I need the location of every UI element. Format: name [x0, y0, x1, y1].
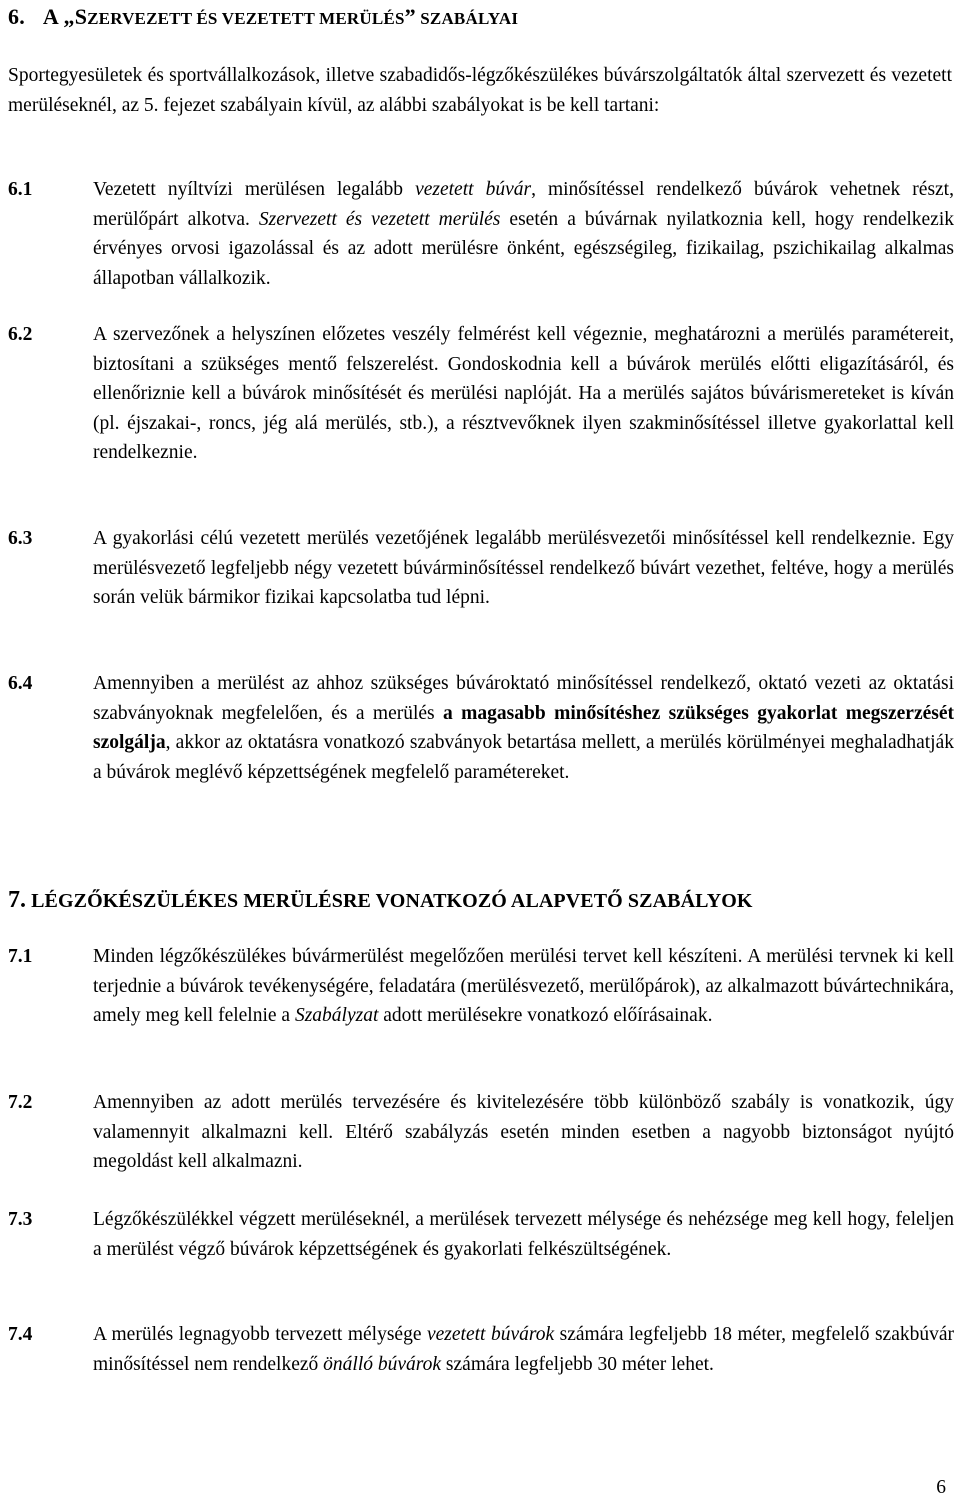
- italic-term: Szervezett és vezetett merülés: [258, 208, 501, 230]
- item-body: [93, 1205, 954, 1264]
- item-7-4: [8, 1320, 954, 1379]
- item-paragraph: A gyakorlási célú vezetett merülés vezetőjének legalább merülésvezetői minősítéssel kell rendelkeznie. Egy merülésvezető legfeljebb négy vezetett búvárminősítéssel rendelkező búvárt vezethet, feltéve, hogy a merülés során velük bármikor fizikai kapcsolatba tud lépni.: [93, 528, 954, 608]
- text-run: , akkor az oktatásra vonatkozó szabványok betartása mellett, a merülés körülményei meghaladhatják a búvárok meglévő képzettségének megfelelő paramétereket.: [93, 732, 954, 783]
- text-run: , minősítéssel rendelkező búvárok vehetnek részt, merülőpárt alkotva.: [93, 179, 954, 230]
- item-paragraph: Légzőkészülékkel végzett merüléseknél, a merülések tervezett mélysége és nehézsége meg kell hogy, feleljen a merülést végző búvárok képzettségének és gyakorlati felkészültségének.: [93, 1209, 954, 1260]
- item-paragraph: [93, 175, 954, 293]
- item-number: 6.1: [8, 179, 33, 200]
- item-number: 7.4: [8, 1324, 33, 1345]
- item-paragraph: [93, 942, 954, 1031]
- section-7-heading: [8, 883, 753, 916]
- italic-term: önálló búvárok: [323, 1353, 442, 1375]
- item-body: [93, 942, 954, 1031]
- bold-phrase: a magasabb minősítéshez szükséges gyakorlat megszerzését szolgálja: [93, 702, 954, 753]
- item-body: [93, 1088, 954, 1177]
- section-6-number: 6.: [8, 4, 25, 29]
- text-run: Amennyiben a merülést az ahhoz szükséges búvároktató minősítéssel rendelkező, oktató vezeti az oktatási szabványoknak megfelelően, és a merülés: [93, 673, 954, 724]
- item-number: 7.1: [8, 946, 33, 967]
- item-6-1: [8, 175, 954, 293]
- item-body: [93, 175, 954, 293]
- section-6-intro: Sportegyesületek és sportvállalkozások, illetve szabadidős-légzőkészülékes búvárszolgáltatók által szervezett és vezetett merüléseknél, az 5. fejezet szabályain kívül, az alábbi szabályokat is be kell tartani:: [8, 65, 952, 116]
- text-run: számára legfeljebb 18 méter, megfelelő szakbúvár minősítéssel nem rendelkező: [93, 1324, 955, 1375]
- text-run: adott merülésekre vonatkozó előírásainak.: [378, 1005, 713, 1026]
- item-paragraph: [93, 1320, 954, 1379]
- italic-term: Szabályzat: [294, 1005, 379, 1026]
- section-6-title-quote: ”: [404, 4, 416, 29]
- italic-term: vezetett búvár: [415, 179, 532, 200]
- item-number: 6.4: [8, 673, 33, 694]
- item-number: 7.3: [8, 1209, 33, 1230]
- text-run: Minden légzőkészülékes búvármerülést megelőzően merülési tervet kell készíteni. A merülési tervnek ki kell terjednie a búvárok tevékenységére, feladatára (merülésvezető, merülőpárok), az alkalmazott búvártechnikára, amely meg kell felelnie a: [93, 946, 954, 1026]
- item-number: 6.2: [8, 324, 33, 345]
- text-run: számára legfeljebb 30 méter lehet.: [441, 1353, 714, 1375]
- section-7-number: 7.: [8, 887, 26, 913]
- item-body: [93, 1320, 954, 1379]
- item-paragraph: Amennyiben az adott merülés tervezésére és kivitelezésére több különböző szabály is vonatkozik, úgy valamennyit alkalmazni kell. Eltérő szabályzás esetén minden esetben a nagyobb biztonságot nyújtó megoldást kell alkalmazni.: [93, 1092, 954, 1172]
- item-number: 7.2: [8, 1092, 33, 1113]
- italic-term: vezetett búvárok: [427, 1324, 555, 1345]
- section-6-title-initial: S: [74, 4, 88, 29]
- item-body: [93, 524, 954, 613]
- item-6-3: [8, 524, 954, 613]
- item-7-2: [8, 1088, 954, 1177]
- item-7-3: [8, 1205, 954, 1264]
- item-paragraph: A szervezőnek a helyszínen előzetes veszély felmérést kell végeznie, meghatározni a merülés paramétereit, biztosítani a szükséges mentő felszerelést. Gondoskodnia kell a búvárok merülés előtti eligazításáról, és ellenőriznie kell a búvárok minősítését és merülési naplóját. Ha a merülés sajátos búvárismereteket is kíván (pl. éjszakai-, roncs, jég alá merülés, stb.), a résztvevőknek ilyen szakminősítéssel illetve gyakorlattal kell rendelkeznie.: [93, 324, 954, 463]
- text-run: Vezetett nyíltvízi merülésen legalább: [93, 179, 416, 200]
- section-6-title-prefix: A „: [42, 4, 75, 29]
- item-6-2: [8, 320, 954, 468]
- section-6-title-suffix: SZABÁLYAI: [415, 9, 519, 28]
- section-7-title: LÉGZŐKÉSZÜLÉKES MERÜLÉSRE VONATKOZÓ ALAPVETŐ SZABÁLYOK: [26, 890, 753, 912]
- section-6-title-rest: ZERVEZETT ÉS VEZETETT MERÜLÉS: [87, 9, 405, 28]
- section-6-heading: [8, 2, 518, 34]
- item-number: 6.3: [8, 528, 33, 549]
- item-7-1: [8, 942, 954, 1031]
- item-body: [93, 669, 954, 787]
- page-number: 6: [936, 1477, 946, 1498]
- item-body: [93, 320, 954, 468]
- item-6-4: [8, 669, 954, 787]
- text-run: esetén a búvárnak nyilatkoznia kell, hogy rendelkezik érvényes orvosi igazolással és az adott merülésre önként, egészségileg, fizikailag, pszichikailag alkalmas állapotban vállalkozik.: [93, 208, 954, 289]
- text-run: A merülés legnagyobb tervezett mélysége: [93, 1324, 427, 1345]
- item-paragraph: [93, 669, 954, 787]
